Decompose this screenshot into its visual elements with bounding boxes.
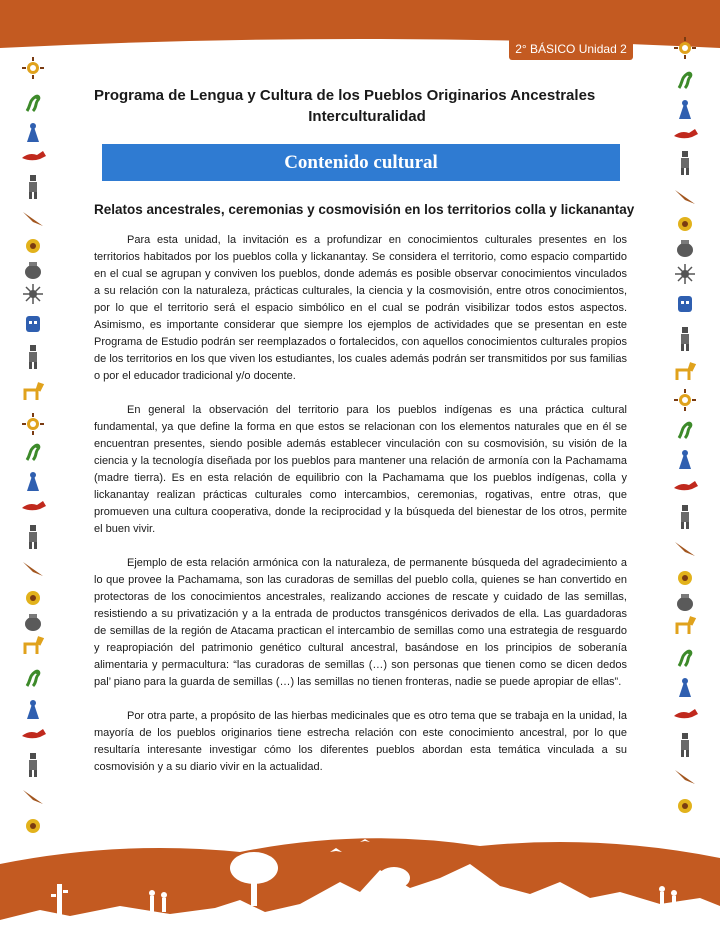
- lizard-icon: [673, 68, 697, 92]
- figure-icon: [673, 448, 697, 472]
- figure-icon: [21, 698, 45, 722]
- fox-icon: [21, 726, 47, 742]
- paragraph: Ejemplo de esta relación armónica con la naturaleza, de permanente búsqueda del agradecimiento a lo que provee la Pachamama, son las curadoras de semillas del pueblo colla, quienes se han convertido en protectoras de los conocimientos ancestrales, realizando acciones de rescate y cuidado de las semillas, resistiendo a su privatización y a la entrada de productos transgénicos derivados de ella. Las guardadoras de semillas de la región de Atacama practican el intercambio de semillas como una estrategia de resguardo y reapropiación del patrimonio genético cultural ancestral, basándose en los principios de soberanía alimentaria y permacultura: “las curadoras de semillas (…) son personas que tienen como se dicen dedos pal’ piano para la guarda de semillas (…) las semillas no tienen fronteras, nadie se puede apropiar de ellas”.: [94, 557, 627, 688]
- flower-icon: [673, 566, 697, 590]
- paragraph: Por otra parte, a propósito de las hierbas medicinales que es otro tema que se trabaja en la unidad, la mayoría de los pueblos originarios tiene estrecha relación con este conocimiento ancestral, por lo que resultaría interesante investigar cómo los diferentes pueblos abordan esta temática vinculada a su cosmovisión y a su diario vivir en la actualidad.: [94, 710, 627, 773]
- program-title: Programa de Lengua y Cultura de los Pueblos Originarios Ancestrales: [94, 87, 596, 104]
- bird-icon: [21, 208, 45, 230]
- mask-icon: [21, 312, 45, 336]
- flower-icon: [673, 212, 697, 236]
- fox-icon: [21, 498, 47, 514]
- bird-icon: [21, 558, 45, 580]
- person-icon: [673, 326, 697, 352]
- person-icon: [21, 524, 45, 550]
- body-text: [94, 232, 627, 793]
- lizard-icon: [673, 418, 697, 442]
- paragraph: Para esta unidad, la invitación es a profundizar en conocimientos culturales presentes en los territorios habitados por los pueblos colla y lickanantay. Se considera el territorio, como espacio compartido en el cual se agrupan y conviven los pueblos, donde además es posible observar conocimientos vinculados a su relación con la naturaleza, prácticas culturales, la ciencia y la cosmovisión, entre otros conocimientos, por lo que el territorio será el espacio simbólico en el cual se podrán visibilizar todos estos aspectos. Asimismo, es importante considerar que siempre los ejemplos de actividades que se presentan en este Programa de Estudio podrán ser reemplazados o fortalecidos, con aquellos conocimientos culturales propios de los territorios en los que viven los estudiantes, los cuales además podrán ser transmitidos por sus familias o por el educador tradicional y/o docente.: [94, 234, 627, 382]
- vessel-icon: [673, 590, 697, 614]
- lizard-icon: [21, 91, 45, 115]
- llama-icon: [673, 362, 697, 382]
- figure-icon: [21, 470, 45, 494]
- flower-icon: [21, 234, 45, 258]
- sun-icon: [673, 36, 697, 60]
- sun-icon: [673, 388, 697, 412]
- star-icon: [673, 262, 697, 286]
- right-decorative-border: [672, 36, 698, 842]
- person-icon: [21, 344, 45, 370]
- unit-badge: 2° BÁSICO Unidad 2: [509, 38, 633, 60]
- llama-icon: [21, 382, 45, 402]
- flower-icon: [21, 586, 45, 610]
- lizard-icon: [21, 440, 45, 464]
- lizard-icon: [673, 646, 697, 670]
- fox-icon: [21, 148, 47, 164]
- mask-icon: [673, 292, 697, 316]
- bird-icon: [673, 538, 697, 560]
- person-icon: [673, 732, 697, 758]
- fox-icon: [673, 126, 699, 142]
- star-icon: [21, 282, 45, 306]
- sun-icon: [21, 56, 45, 80]
- fox-icon: [673, 706, 699, 722]
- person-icon: [21, 752, 45, 778]
- llama-icon: [673, 616, 697, 636]
- vessel-icon: [673, 236, 697, 260]
- person-icon: [21, 174, 45, 200]
- sun-icon: [21, 412, 45, 436]
- lizard-icon: [21, 666, 45, 690]
- person-icon: [673, 504, 697, 530]
- bird-icon: [673, 186, 697, 208]
- landscape-silhouette-icon: [0, 812, 720, 932]
- left-decorative-border: [20, 36, 46, 842]
- section-banner: Contenido cultural: [102, 144, 620, 181]
- llama-icon: [21, 636, 45, 656]
- bird-icon: [673, 766, 697, 788]
- section-heading: Relatos ancestrales, ceremonias y cosmovisión en los territorios colla y lickanantay: [94, 202, 635, 217]
- figure-icon: [673, 676, 697, 700]
- paragraph: En general la observación del territorio para los pueblos indígenas es una práctica cultural fundamental, ya que define la forma en que estos se relacionan con los elementos naturales que en él se encuentran presentes, siendo posible además establecer vinculación con su cosmovisión, su visión de la ciencia y la tecnología diseñada por los pueblos para mantener una relación de armonía con la Pachamama (madre tierra). Es en esta relación de equilibrio con la Pachamama que los pueblos indígenas, colla y lickanantay realizan prácticas culturales como intercambios, ceremonias, rogativas, entre otras, que promueven una cultura cooperativa, donde la reciprocidad y la búsqueda del bienestar de los otros, permite el buen vivir.: [94, 404, 627, 535]
- fox-icon: [673, 478, 699, 494]
- figure-icon: [21, 121, 45, 145]
- bird-icon: [21, 786, 45, 808]
- figure-icon: [673, 98, 697, 122]
- person-icon: [673, 150, 697, 176]
- program-subtitle: Interculturalidad: [308, 108, 426, 125]
- vessel-icon: [21, 258, 45, 282]
- vessel-icon: [21, 610, 45, 634]
